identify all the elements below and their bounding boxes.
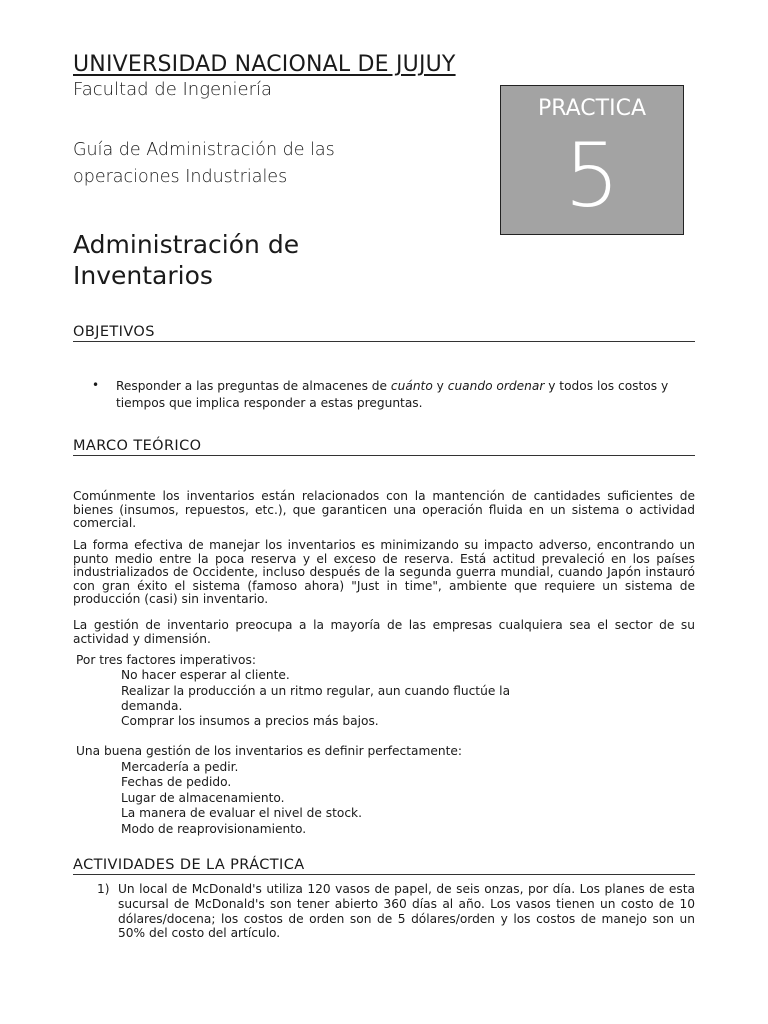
list-item: demanda.: [121, 699, 183, 713]
paragraph: La forma efectiva de manejar los inventarios es minimizando su impacto adverso, encontrando un punto medio entre la poca reserva y el exceso de reserva. Está actitud prevaleció en los países industrializados de Occidente, incluso después de la segunda guerra mundial, cuando Japón instauró con gran éxito el sistema (famoso ahora) "Just in time", ambiente que requiere un sistema de producción (casi) sin inventario.: [73, 538, 695, 607]
paragraph: La gestión de inventario preocupa a la mayoría de las empresas cualquiera sea el sector de su actividad y dimensión.: [73, 618, 695, 646]
activity-number: 1): [97, 882, 110, 896]
list-item: Fechas de pedido.: [121, 775, 232, 789]
list-item: Realizar la producción a un ritmo regular, aun cuando fluctúe la: [121, 684, 511, 698]
objective-emphasis: cuando ordenar: [447, 379, 545, 393]
guide-title: [73, 137, 335, 191]
objective-emphasis: cuánto: [390, 379, 433, 393]
document-title-line: Inventarios: [73, 261, 213, 290]
section-heading-actividades: ACTIVIDADES DE LA PRÁCTICA: [73, 857, 695, 875]
list-item: Mercadería a pedir.: [121, 760, 239, 774]
list-item: No hacer esperar al cliente.: [121, 668, 290, 682]
objective-text: y todos los costos y tiempos que implica responder a estas preguntas.: [116, 379, 669, 410]
factors-intro: Por tres factores imperativos:: [76, 653, 256, 667]
paragraph: Comúnmente los inventarios están relacionados con la mantención de cantidades suficientes de bienes (insumos, repuestos, etc.), que garanticen una operación fluida en un sistema o actividad comercial.: [73, 489, 695, 531]
objective-text: y: [432, 379, 448, 393]
practice-number: 5: [564, 124, 620, 227]
management-intro: Una buena gestión de los inventarios es definir perfectamente:: [76, 744, 462, 758]
bullet-icon: •: [92, 378, 100, 392]
activity-text: Un local de McDonald's utiliza 120 vasos de papel, de seis onzas, por día. Los planes de esta sucursal de McDonald's son tener abierto 360 días al año. Los vasos tienen un costo de 10 dólares/docena; los costos de orden son de 5 dólares/orden y los costos de manejo son un 50% del costo del artículo.: [118, 882, 695, 941]
section-heading-marco-teorico: MARCO TEÓRICO: [73, 438, 695, 456]
guide-title-line: operaciones Industriales: [73, 167, 288, 187]
objective-text: Responder a las preguntas de almacenes de: [116, 379, 391, 393]
document-title: [73, 229, 299, 291]
list-item: La manera de evaluar el nivel de stock.: [121, 806, 362, 820]
document-title-line: Administración de: [73, 230, 300, 259]
faculty-name: Facultad de Ingeniería: [73, 79, 273, 100]
list-item: Lugar de almacenamiento.: [121, 791, 285, 805]
practice-label: PRACTICA: [537, 96, 647, 121]
section-heading-objetivos: OBJETIVOS: [73, 324, 695, 342]
list-item: Comprar los insumos a precios más bajos.: [121, 714, 379, 728]
list-item: Modo de reaprovisionamiento.: [121, 822, 307, 836]
guide-title-line: Guía de Administración de las: [73, 140, 335, 160]
objective-item: [116, 378, 696, 412]
university-name: UNIVERSIDAD NACIONAL DE JUJUY: [73, 52, 456, 77]
practice-badge: [500, 85, 684, 235]
